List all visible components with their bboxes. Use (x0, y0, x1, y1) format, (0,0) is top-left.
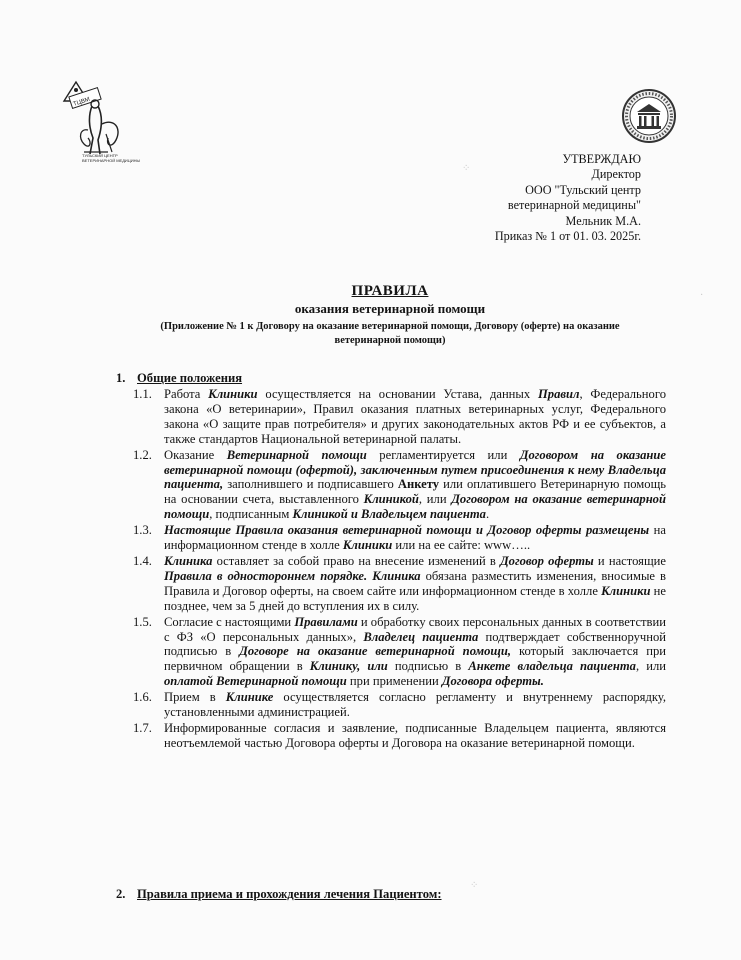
clause-text-segment: Согласие с настоящими (164, 614, 295, 629)
scan-speck: · (700, 290, 704, 301)
clause-text-segment: или на ее сайте: www….. (392, 538, 531, 553)
bold-term: Анкету (397, 477, 440, 492)
clause-text-segment: Оказание (164, 447, 227, 462)
institution-seal-icon (621, 88, 677, 144)
emphasized-term: Владелец пациента (363, 629, 479, 644)
clause-text-segment: осуществляется на основании Устава, данных (257, 387, 538, 401)
emphasized-term: Анкете владельца пациента (468, 659, 636, 674)
clause-text-segment: осуществляется согласно регламенту и внутреннему распорядку, установленными администрацией. (164, 690, 666, 720)
clause-text-segment: Прием в (164, 690, 226, 705)
approval-block (495, 152, 641, 244)
clause-item (133, 448, 666, 523)
clause-text-segment: Работа (164, 387, 209, 401)
clause-text-segment: , или (418, 492, 452, 507)
clause-text-segment: , или (635, 659, 666, 674)
scan-speck: ⁘ (462, 163, 471, 174)
clause-text-segment: , подписанным (209, 507, 293, 522)
clause-text-segment: или оплатившего Ветеринарную помощь на основании счета, выставленного (164, 477, 667, 507)
clause-text-segment: на информационном стенде в холле (164, 523, 666, 553)
section-heading-general (116, 371, 242, 386)
emphasized-term: Клинику, или (309, 659, 388, 674)
clause-item (133, 721, 666, 751)
clause-text (164, 615, 666, 690)
clause-text-segment: и обработку своих персональных данных в соответствии с ФЗ «О персональных данных», (164, 614, 666, 644)
clause-text-segment: оставляет за собой право на внесение изменений в (212, 553, 501, 568)
section-title: Общие положения (137, 371, 243, 385)
clause-text-segment: заполнившего и подписавшего (223, 477, 398, 492)
document-title: ПРАВИЛА (351, 283, 429, 299)
clause-item (133, 690, 666, 720)
clause-number: 1.2. (133, 447, 152, 462)
clause-number: 1.7. (133, 720, 152, 735)
clause-text-segment: и настоящие (593, 553, 666, 568)
clause-text-segment: который заключается при первичном обращении в (164, 644, 666, 674)
clause-text-segment: не позднее, чем за 5 дней до вступления их в силу. (164, 583, 666, 613)
approval-org-line2: ветеринарной медицины" (507, 198, 641, 213)
clause-item (133, 554, 666, 614)
emphasized-term: Правилами (294, 614, 358, 629)
emphasized-term: Клиники (601, 583, 651, 598)
section-number: 1. (116, 371, 126, 385)
clause-text-segment: обязана разместить изменения, вносимые в Правила и Договор оферты, на своем сайте или информационном стенде в холле (164, 568, 666, 598)
approval-director-name: Мельник М.А. (565, 213, 641, 228)
section-title: Правила приема и прохождения лечения Пациентом: (137, 887, 442, 901)
emphasized-term: Правила в одностороннем порядке. Клиника (164, 568, 421, 583)
clause-text (164, 448, 666, 523)
scan-speck: ⁘ (470, 880, 479, 891)
emphasized-term: Клиники (208, 387, 258, 401)
clause-text (164, 690, 666, 720)
clause-text (164, 721, 666, 751)
emphasized-term: Договором на оказание ветеринарной помощи (164, 492, 666, 522)
emphasized-term: Клиники (342, 538, 393, 553)
section-heading-admission (116, 887, 442, 902)
clause-number: 1.3. (133, 523, 152, 538)
clinic-logo-icon (62, 68, 132, 160)
emphasized-term: Клинике (225, 690, 274, 705)
emphasized-term: Договоре на оказание ветеринарной помощи, (239, 644, 512, 659)
clause-text-segment: подтверждает собственноручной подписью в (164, 629, 666, 659)
clause-text-segment: регламентируется или (366, 447, 520, 462)
logo-sign-text: ТЦВМ (72, 96, 91, 108)
clause-number: 1.1. (133, 387, 152, 401)
clause-number: 1.6. (133, 690, 152, 705)
clause-text (164, 523, 666, 553)
clause-number: 1.4. (133, 553, 152, 568)
approval-position: Директор (591, 167, 641, 182)
clause-list (133, 387, 666, 752)
clause-text-segment: Информированные согласия и заявление, подписанные Владельцем пациента, являются неотъемлемой частью Договора оферты и Договора на оказание ветеринарной помощи. (164, 720, 666, 750)
emphasized-term: Клиникой (363, 492, 419, 507)
emphasized-term: Клиникой и Владельцем пациента (292, 507, 486, 522)
clinic-logo-caption: ТУЛЬСКИЙ ЦЕНТР ВЕТЕРИНАРНОЙ МЕДИЦИНЫ (82, 153, 141, 163)
clause-text (164, 387, 666, 447)
emphasized-term: оплатой Ветеринарной помощи (164, 674, 347, 689)
approval-heading: УТВЕРЖДАЮ (562, 152, 641, 166)
clause-text-segment: подписью в (387, 659, 469, 674)
clause-item (133, 615, 666, 690)
clause-item (133, 387, 666, 447)
emphasized-term: Договором на оказание ветеринарной помощи (офертой), заключенным путем присоединения к нему Владельца пациента, (164, 447, 666, 492)
emphasized-term: Договора оферты. (441, 674, 544, 689)
emphasized-term: Клиника (164, 553, 213, 568)
emphasized-term: Ветеринарной помощи (226, 447, 367, 462)
emphasized-term: Правил (537, 387, 580, 401)
emphasized-term: Настоящие Правила оказания ветеринарной помощи и Договор оферты размещены (164, 523, 650, 538)
document-subtitle: оказания ветеринарной помощи (294, 301, 486, 316)
clause-text-segment: , Федерального закона «О ветеринарии», Правил оказания платных ветеринарных услуг, Федерального закона «О защите прав потребителя» и других законодательных актов РФ и ее субъектов, а также стандартов Национальной ветеринарной палаты. (164, 387, 666, 446)
clause-text-segment: при применении (346, 674, 442, 689)
approval-order: Приказ № 1 от 01. 03. 2025г. (494, 229, 641, 244)
approval-org-line1: ООО "Тульский центр (525, 182, 641, 197)
document-title-block (120, 283, 660, 348)
clause-text-segment: . (485, 507, 490, 522)
emphasized-term: Договор оферты (500, 553, 594, 568)
clause-item (133, 523, 666, 553)
clause-text (164, 554, 666, 614)
section-number: 2. (116, 887, 126, 901)
clause-number: 1.5. (133, 614, 152, 629)
document-annex-note: (Приложение № 1 к Договору на оказание ветеринарной помощи, Договору (оферте) на оказание ветеринарной помощи) (160, 321, 620, 346)
